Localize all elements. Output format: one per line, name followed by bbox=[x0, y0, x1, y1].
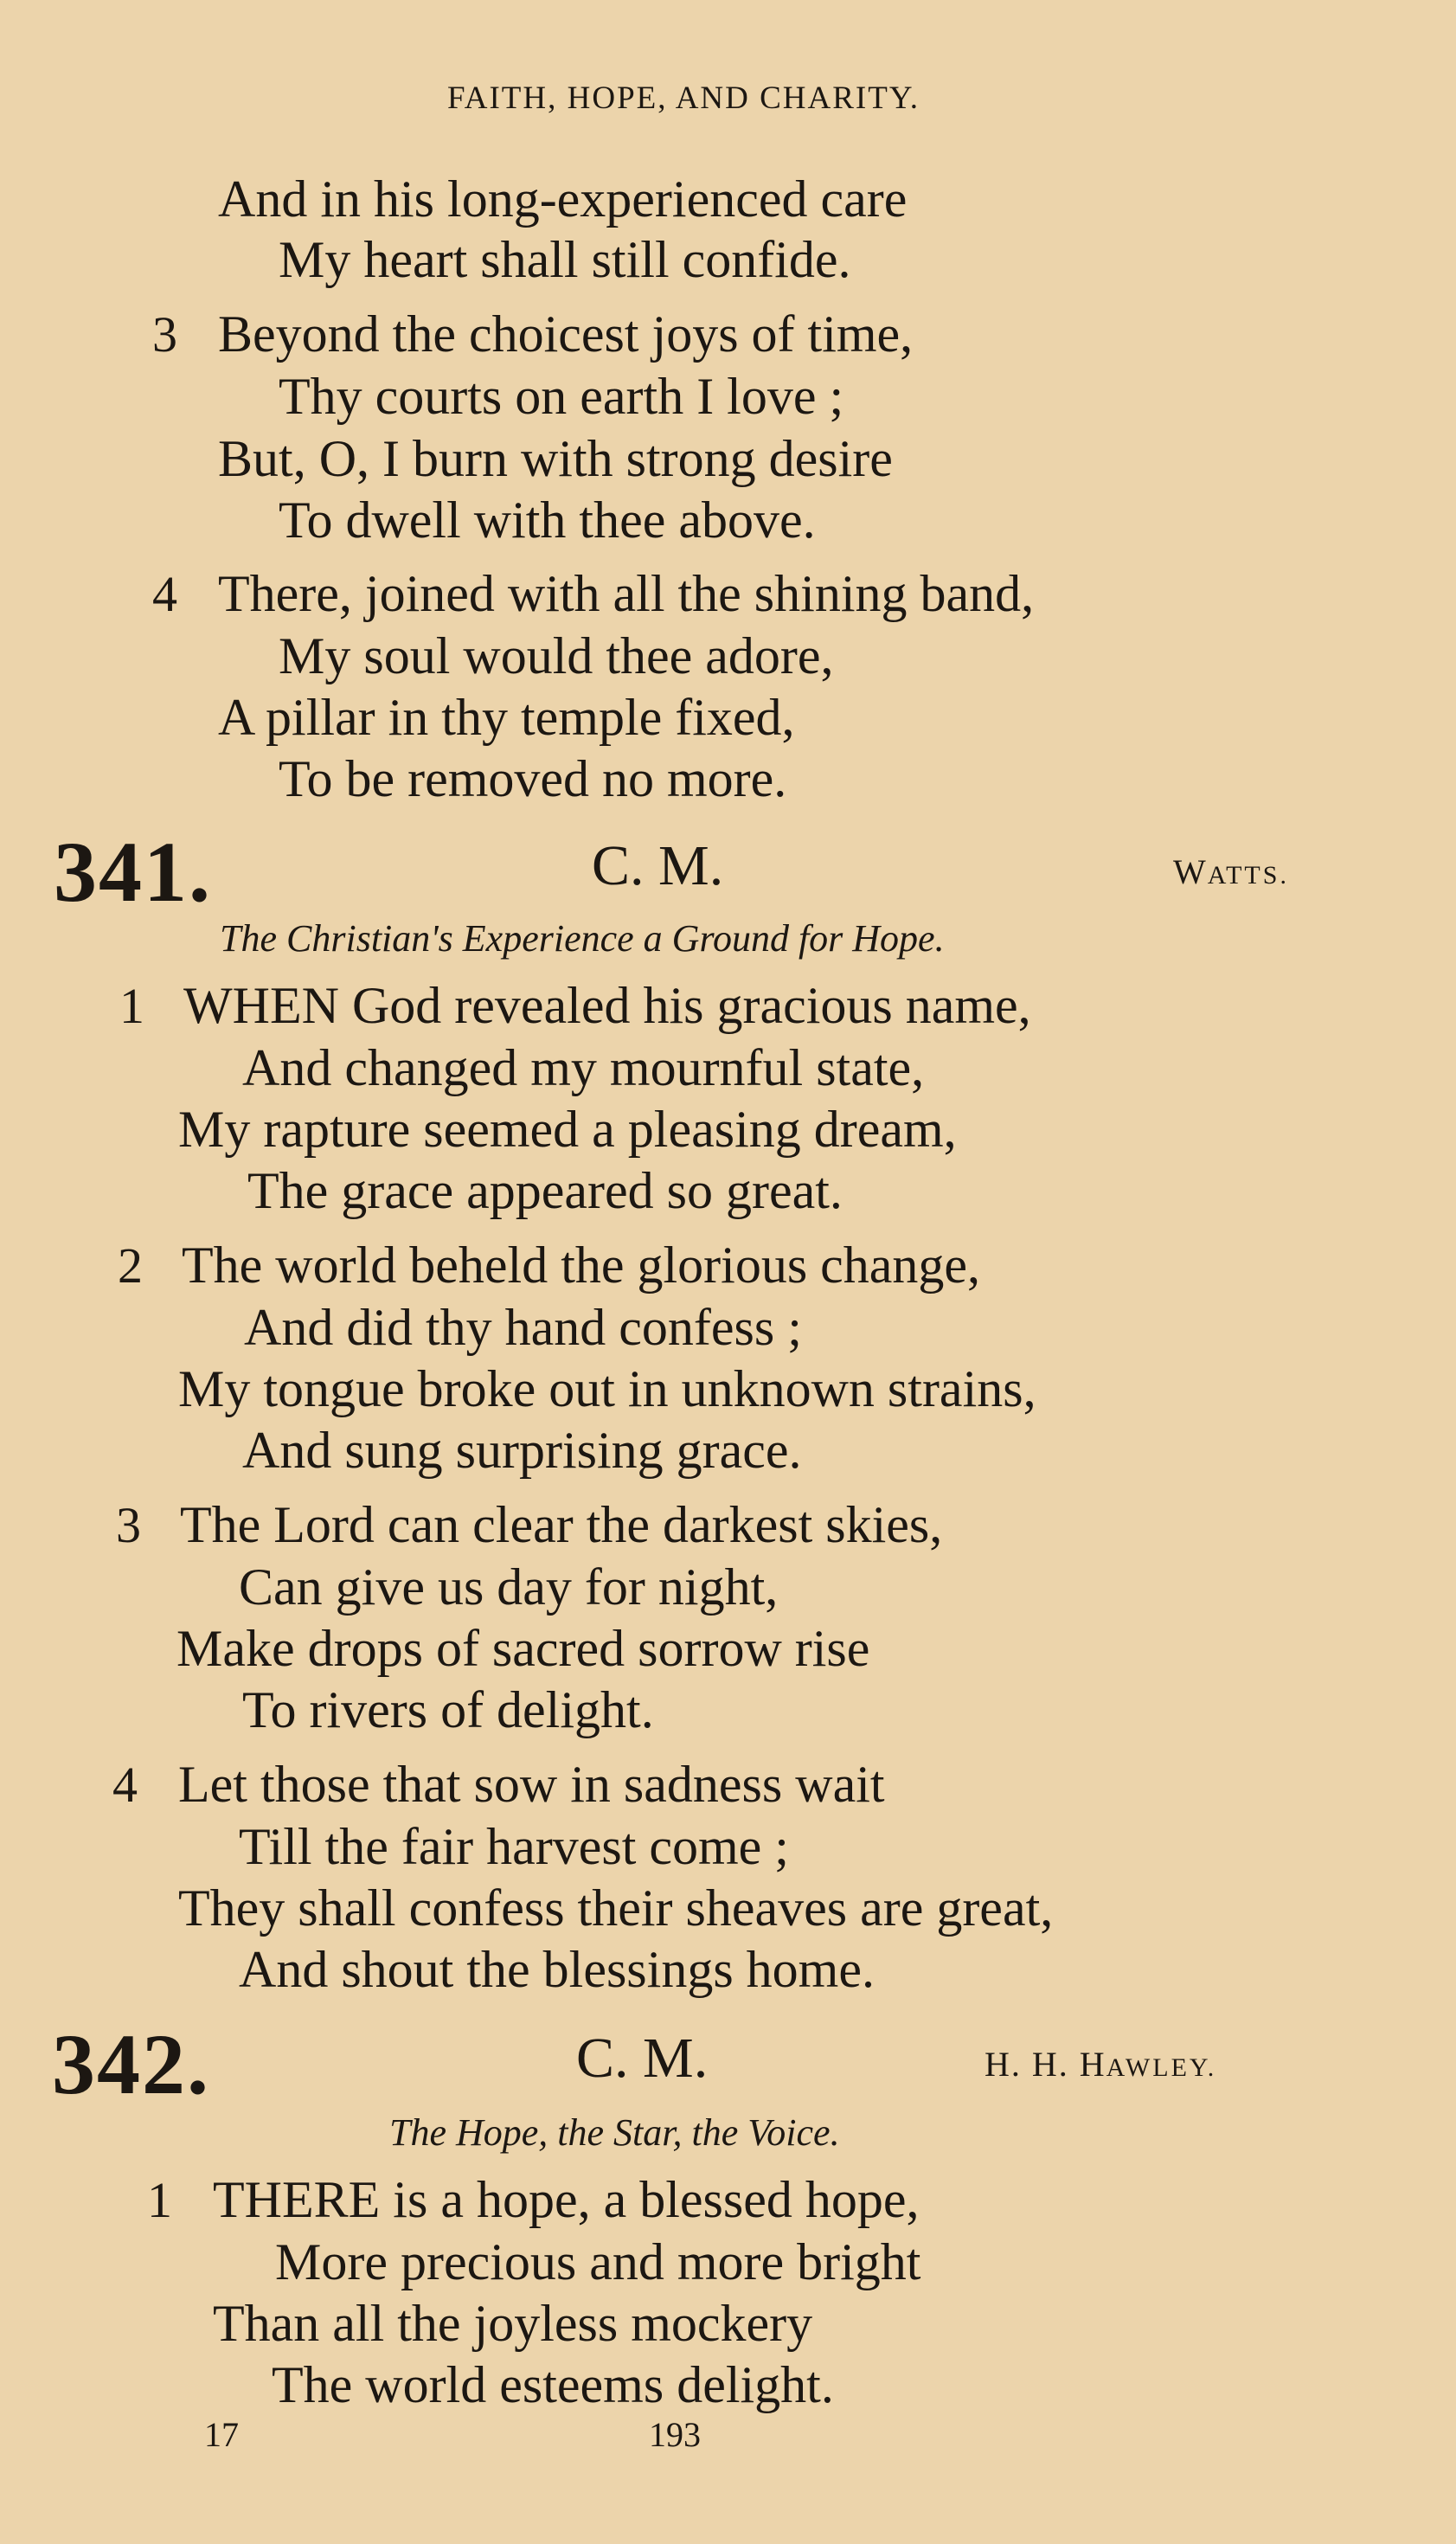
verse-line: My rapture seemed a pleasing dream, bbox=[178, 1101, 957, 1158]
verse-line: Thy courts on earth I love ; bbox=[279, 368, 844, 425]
verse-line: There, joined with all the shining band, bbox=[218, 565, 1035, 622]
hymn-meter: C. M. bbox=[592, 834, 724, 897]
hymn-author: WATTS. bbox=[1173, 852, 1289, 891]
signature-mark: 17 bbox=[204, 2415, 239, 2454]
verse-line: Beyond the choicest joys of time, bbox=[218, 305, 914, 363]
verse-line: To dwell with thee above. bbox=[279, 491, 816, 549]
verse-line: My soul would thee adore, bbox=[279, 627, 834, 684]
verse-line: More precious and more bright bbox=[275, 2233, 921, 2290]
stanza-number: 3 bbox=[116, 1497, 141, 1553]
hymn-meter: C. M. bbox=[576, 2027, 709, 2090]
stanza-number: 4 bbox=[112, 1757, 138, 1813]
verse-line: The grace appeared so great. bbox=[247, 1162, 843, 1219]
verse-line: And in his long-experienced care bbox=[218, 170, 908, 228]
hymn-number: 341. bbox=[54, 824, 212, 920]
verse-line: And did thy hand confess ; bbox=[244, 1299, 802, 1356]
verse-line: And changed my mournful state, bbox=[242, 1039, 925, 1096]
verse-line: Let those that sow in sadness wait bbox=[178, 1756, 885, 1813]
verse-line: Till the fair harvest come ; bbox=[239, 1818, 789, 1875]
verse-line: Can give us day for night, bbox=[239, 1558, 779, 1616]
verse-line: To be removed no more. bbox=[279, 750, 787, 807]
stanza-number: 4 bbox=[152, 566, 177, 622]
verse-line: And sung surprising grace. bbox=[242, 1422, 802, 1479]
stanza-number: 1 bbox=[119, 978, 144, 1034]
stanza-number: 3 bbox=[152, 306, 177, 363]
stanza-number: 1 bbox=[147, 2172, 172, 2228]
page-number: 193 bbox=[649, 2415, 701, 2454]
verse-line: The world esteems delight. bbox=[272, 2356, 834, 2413]
hymn-author: H. H. HAWLEY. bbox=[985, 2045, 1217, 2084]
hymn-number: 342. bbox=[52, 2016, 210, 2112]
verse-line: The Lord can clear the darkest skies, bbox=[180, 1496, 943, 1553]
verse-line: THERE is a hope, a blessed hope, bbox=[213, 2171, 920, 2228]
verse-line: Than all the joyless mockery bbox=[213, 2295, 813, 2352]
verse-line: My heart shall still confide. bbox=[279, 231, 851, 288]
verse-line: My tongue broke out in unknown strains, bbox=[178, 1360, 1036, 1417]
hymn-subtitle: The Christian's Experience a Ground for Hope. bbox=[220, 917, 945, 960]
verse-line: The world beheld the glorious change, bbox=[182, 1237, 981, 1294]
stanza-number: 2 bbox=[118, 1237, 143, 1294]
verse-line: To rivers of delight. bbox=[242, 1681, 654, 1738]
verse-line: WHEN God revealed his gracious name, bbox=[183, 977, 1031, 1034]
verse-line: A pillar in thy temple fixed, bbox=[218, 689, 795, 746]
verse-line: And shout the blessings home. bbox=[239, 1941, 875, 1998]
verse-line: But, O, I burn with strong desire bbox=[218, 430, 893, 487]
hymn-subtitle: The Hope, the Star, the Voice. bbox=[389, 2111, 840, 2154]
verse-line: They shall confess their sheaves are great, bbox=[178, 1879, 1054, 1937]
running-head: FAITH, HOPE, AND CHARITY. bbox=[446, 80, 920, 116]
verse-line: Make drops of sacred sorrow rise bbox=[176, 1620, 870, 1677]
